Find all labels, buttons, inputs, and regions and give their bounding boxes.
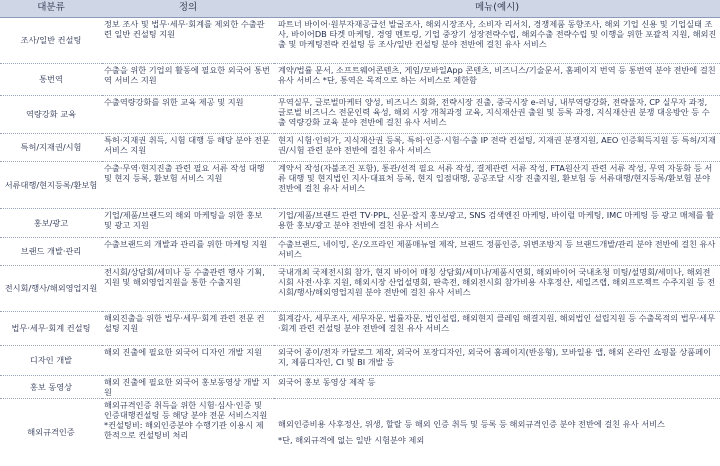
row-menu: 무역실무, 글로벌마케터 양성, 비즈니스 회화, 전략시장 진출, 중국시장 e-러닝, 내부역량강화, 전략물자, CP 실무자 과정, 글로벌 비즈니스 전문인력 육성, 해외 시장 개척과정 교육, 지식재산권 출원 및 등록 과정, 지식재산권 분쟁 대응방안 등 수출 역량강화 교육 분야 전반에 걸친 유사 서비스 (274, 95, 720, 133)
row-definition: 전시회/상담회/세미나 등 수출관련 행사 기획, 지원 및 해외영업지원을 통한 수출지원 (102, 265, 274, 311)
row-category: 디자인 개발 (0, 345, 102, 375)
table-row (0, 17, 720, 63)
table-row (0, 208, 720, 237)
row-menu-cell (274, 398, 720, 466)
row-menu: 수출브랜드, 네이밍, 온/오프라인 제품매뉴얼 제작, 브랜드 정품인증, 위변조방지 등 브랜드개발/관리 분야 전반에 걸친 유사 서비스 (274, 237, 720, 265)
row-category: 브랜드 개발·관리 (0, 237, 102, 265)
row-definition-note: *컨설팅비: 해외인증분야 수행기관 이용시 제한적으로 컨설팅비 처리 (104, 419, 264, 440)
row-category: 홍보 동영상 (0, 375, 102, 398)
table-row (0, 398, 720, 466)
row-category: 법무·세무·회계 컨설팅 (0, 311, 102, 345)
header-menu: 메뉴(예시) (274, 0, 720, 17)
row-category: 특허/지재권/시험 (0, 133, 102, 161)
row-menu: 해외인증비용 사후정산, 위생, 할랄 등 해외 인증 취득 및 등록 등 해외규격인증 분야 전반에 걸친 유사 서비스 (278, 419, 665, 429)
table-row (0, 345, 720, 375)
table-row (0, 133, 720, 161)
row-definition: 해외 진출에 필요한 외국어 디자인 개발 지원 (102, 345, 274, 375)
row-menu: 파트너 바이어·원부자재공급선 발굴조사, 해외시장조사, 소비자 리서치, 경쟁제품 동향조사, 해외 기업 신용 및 기업실태 조사, 바이어DB 타겟 마케팅, 경영 멘토링, 기업 중장기 성장전략수립, 해외수출 전략수립 및 이행을 위한 포괄적 지원, 해외진출 및 마케팅전략 컨설팅 등 조사/일반 컨설팅 분야 전반에 걸친 유사 서비스 (274, 17, 720, 63)
row-definition: 수출을 위한 기업의 활동에 필요한 외국어 통번역 서비스 지원 (102, 63, 274, 95)
row-menu: 회계감사, 세무조사, 세무자문, 법률자문, 법인설립, 해외현지 클레임 해결지원, 해외법인 설립지원 등 수출목적의 법무·세무·회계 관련 컨설팅 분야 전반에 걸친 유사 서비스 (274, 311, 720, 345)
row-menu: 계약/법률 문서, 소프트웨어콘텐츠, 게임/모바일App 콘텐츠, 비즈니스/기술문서, 홈페이지 번역 등 통번역 분야 전반에 걸친 유사 서비스 *단, 통역은 목적으로 하는 서비스로 제한함 (274, 63, 720, 95)
row-definition: 수출브랜드의 개발과 관리를 위한 마케팅 지원 (102, 237, 274, 265)
row-definition: 해외진출을 위한 법무·세무·회계 관련 전문 컨설팅 지원 (102, 311, 274, 345)
row-definition: 수출·무역·현지진출 관련 필요 서류 작성 대행 및 현지 등록, 환보험 서비스 지원 (102, 161, 274, 208)
row-category: 홍보/광고 (0, 208, 102, 237)
row-category: 해외규격인증 (0, 398, 102, 466)
row-definition-cell (102, 398, 274, 466)
row-menu: 현지 시험·인허가, 지식재산권 등록, 특허·인증·시험·수출 IP 전략 컨설팅, 지재권 분쟁지원, AEO 인증획득지원 등 특허/지재권/시험 관련 분야 전반에 걸친 유사 서비스 (274, 133, 720, 161)
row-definition: 해외규격인증 취득을 위한 시험·심사·인증 및 인증대행컨설팅 등 해당 분야 전문 서비스지원 (104, 399, 268, 420)
table-row (0, 311, 720, 345)
row-definition: 기업/제품/브랜드의 해외 마케팅을 위한 홍보 및 광고 지원 (102, 208, 274, 237)
row-menu-note: *단, 해외규격에 없는 일반 시험분야 제외 (278, 435, 425, 445)
row-menu: 계약서 작성(자불조건 포함), 통관/선적 필요 서류 작성, 결제관련 서류 작성, FTA원산지 관련 서류 작성, 무역 자동화 등 서류 대행 및 현지법인 지사·대표처 등록, 현지 입점대행, 공공조달 시장 진출지원, 환보험 등 서류대행/현지등록/환보험 분야 전반에 걸친 유사 서비스 (274, 161, 720, 208)
row-menu: 국내개최 국제전시회 참가, 현지 바이어 매칭 상담회/세미나/제품시연회, 해외바이어 국내초청 미팅/설명회/세미나, 해외전시회 사전·사후 지원, 해외시장 산업설명회, 판촉전, 해외전시회 참가비용 사후정산, 세일즈랩, 해외프로젝트 수주지원 등 전시회/행사/해외영업지원 분야 전반에 걸친 유사 서비스 (274, 265, 720, 311)
table-row (0, 95, 720, 133)
row-category: 서류대행/현지등록/환보험 (0, 161, 102, 208)
table-row (0, 375, 720, 398)
row-menu: 기업/제품/브랜드 관련 TV·PPL, 신문·잡지 홍보/광고, SNS 검색엔진 마케팅, 바이럴 마케팅, IMC 마케팅 등 광고 매체를 활용한 홍보/광고 분야 전반에 걸친 유사 서비스 (274, 208, 720, 237)
table-row (0, 237, 720, 265)
header-definition: 정의 (102, 0, 274, 17)
row-category: 통번역 (0, 63, 102, 95)
table-row (0, 161, 720, 208)
header-category: 대분류 (0, 0, 102, 17)
row-definition: 정보 조사 및 법무·세무·회계를 제외한 수출관련 일반 컨설팅 지원 (102, 17, 274, 63)
row-category: 역량강화 교육 (0, 95, 102, 133)
row-menu: 외국어 종이/전자 카달로그 제작, 외국어 포장디자인, 외국어 홈페이지(반응형), 모바일용 앱, 해외 온라인 쇼핑몰 상품페이지, 제품디자인, CI 및 BI 개발 등 (274, 345, 720, 375)
table-row (0, 63, 720, 95)
row-menu: 외국어 홍보 동영상 제작 등 (274, 375, 720, 398)
table-row (0, 265, 720, 311)
row-definition: 특허·지재권 취득, 시험 대행 등 해당 분야 전문 서비스 지원 (102, 133, 274, 161)
row-definition: 해외 진출에 필요한 외국어 홍보동영상 개발 지원 (102, 375, 274, 398)
row-category: 조사/일반 컨설팅 (0, 17, 102, 63)
row-category: 전시회/행사/해외영업지원 (0, 265, 102, 311)
row-definition: 수출역량강화를 위한 교육 제공 및 지원 (102, 95, 274, 133)
table-header-row (0, 0, 720, 17)
